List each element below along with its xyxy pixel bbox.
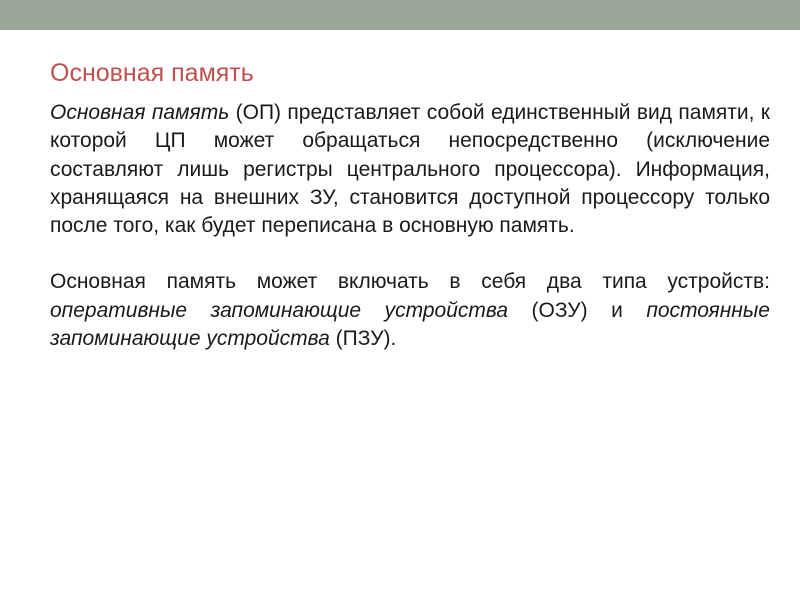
slide-title: Основная память [50,59,254,87]
term-main-memory: Основная память [50,101,230,124]
paragraph-2-text-middle: (ОЗУ) и [508,298,647,322]
slide-content [50,99,770,353]
paragraph-spacer [50,240,770,268]
top-decorative-bar [0,0,800,30]
paragraph-1-text: (ОП) представляет собой единственный вид памяти, к которой ЦП может обращаться непосредственно (исключение составляют лишь регистры центрального процессора). Информация, хранящаяся на внешних ЗУ, становится доступной процессору только после того, как будет переписана в основную память. [50,101,770,238]
term-ram: оперативные запоминающие устройства [50,298,509,322]
paragraph-2-text-end: (ПЗУ). [329,327,397,351]
term-rom: постоянные запоминающие устройства [50,298,770,351]
paragraph-main-memory-definition [50,99,770,240]
paragraph-memory-types [50,268,770,353]
paragraph-2-text-start: Основная память может включать в себя два типа устройств: [50,270,770,294]
